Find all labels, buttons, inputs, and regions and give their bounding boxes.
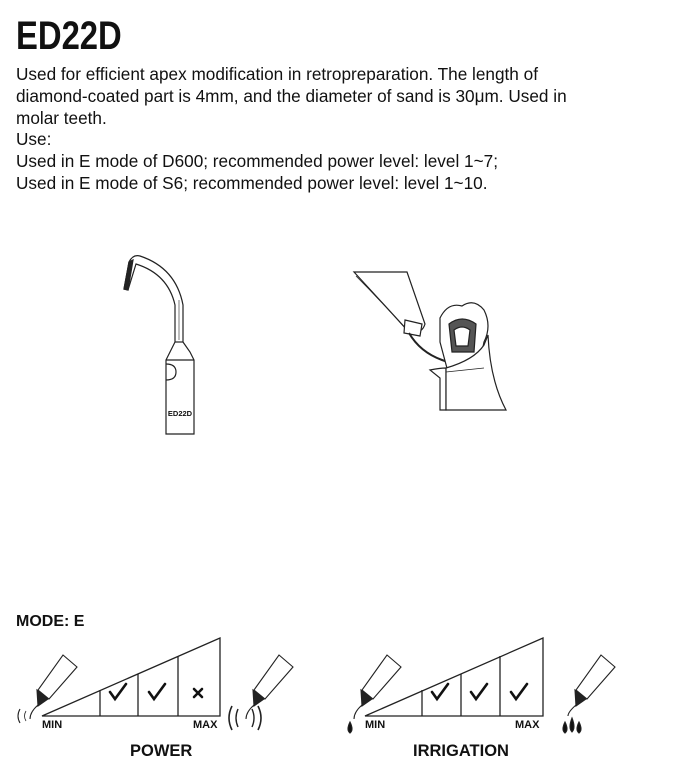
power-min-label: MIN [42, 719, 63, 731]
power-max-label: MAX [193, 719, 218, 731]
power-caption: POWER [130, 742, 193, 760]
water-drop-icon [570, 718, 574, 732]
description-line: diamond-coated part is 4mm, and the diameter of sand is 30μm. Used in [16, 85, 567, 106]
power-level-marks [110, 684, 202, 699]
tip-engraving: ED22D [167, 409, 193, 418]
irrigation-level-2-check [471, 684, 487, 699]
irrigation-min-label: MIN [365, 719, 386, 731]
water-drop-icon [348, 722, 352, 733]
irrigation-level-3-check [511, 684, 527, 699]
power-level-2-check [149, 684, 165, 699]
irrigation-caption: IRRIGATION [413, 742, 509, 760]
product-title: ED22D [16, 14, 122, 58]
irrigation-max-label: MAX [515, 719, 540, 731]
description-line: Used in E mode of D600; recommended power level: level 1~7; [16, 151, 498, 172]
water-drop-icon [563, 722, 567, 733]
power-level-1-check [110, 684, 126, 699]
description-line: Use: [16, 129, 52, 150]
power-min-handpiece-icon [18, 655, 77, 723]
description-line: molar teeth. [16, 107, 107, 128]
description-line: Used for efficient apex modification in retropreparation. The length of [16, 64, 538, 84]
power-max-handpiece-icon [229, 655, 293, 730]
description-line: Used in E mode of S6; recommended power level: level 1~10. [16, 172, 488, 193]
irrigation-max-handpiece-icon [563, 655, 615, 733]
handpiece-tooth-illustration [354, 272, 506, 410]
power-level-3-cross [194, 689, 202, 697]
scaler-tip-illustration [124, 256, 194, 434]
water-drop-icon [577, 722, 581, 733]
irrigation-level-marks [432, 684, 527, 699]
mode-label: MODE: E [16, 613, 85, 630]
